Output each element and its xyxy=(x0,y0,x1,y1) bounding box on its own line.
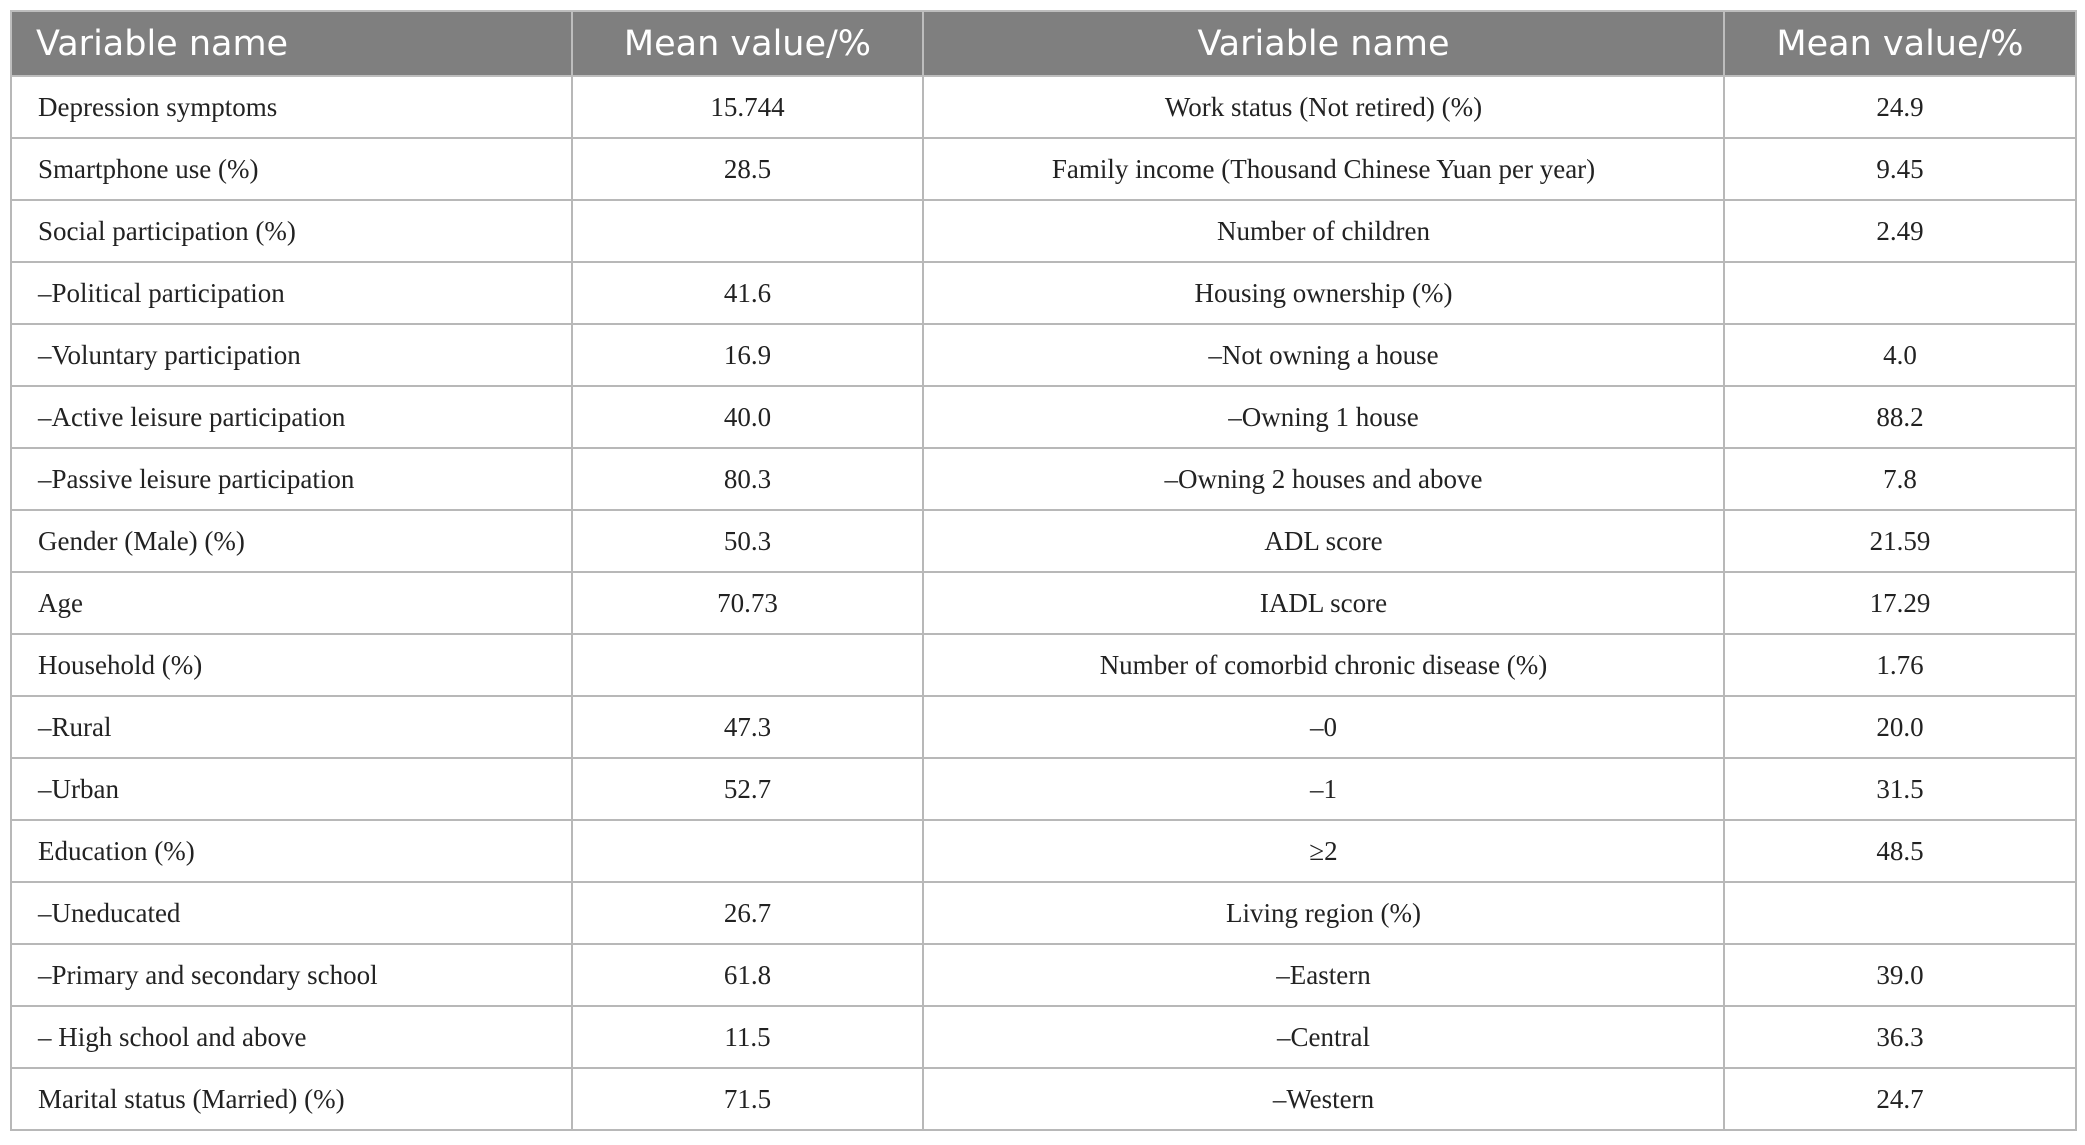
left-mean-value-cell xyxy=(572,200,923,262)
right-mean-value-cell xyxy=(1724,882,2076,944)
left-variable-name-cell: –Voluntary participation xyxy=(11,324,572,386)
table-row xyxy=(11,510,2076,572)
right-variable-name-cell: IADL score xyxy=(923,572,1724,634)
table-row xyxy=(11,634,2076,696)
right-variable-name-cell: Work status (Not retired) (%) xyxy=(923,76,1724,138)
header-variable-name-1: Variable name xyxy=(11,11,572,76)
left-variable-name-cell: –Primary and secondary school xyxy=(11,944,572,1006)
left-mean-value-cell: 28.5 xyxy=(572,138,923,200)
header-variable-name-2: Variable name xyxy=(923,11,1724,76)
table-header xyxy=(11,11,2076,76)
right-variable-name-cell: Living region (%) xyxy=(923,882,1724,944)
left-mean-value-cell: 61.8 xyxy=(572,944,923,1006)
table-row xyxy=(11,758,2076,820)
right-variable-name-cell: –0 xyxy=(923,696,1724,758)
left-mean-value-cell: 52.7 xyxy=(572,758,923,820)
left-mean-value-cell: 16.9 xyxy=(572,324,923,386)
right-mean-value-cell: 24.9 xyxy=(1724,76,2076,138)
right-mean-value-cell: 17.29 xyxy=(1724,572,2076,634)
left-variable-name-cell: –Urban xyxy=(11,758,572,820)
left-mean-value-cell: 15.744 xyxy=(572,76,923,138)
table-row xyxy=(11,1006,2076,1068)
left-mean-value-cell: 41.6 xyxy=(572,262,923,324)
table-row xyxy=(11,76,2076,138)
right-mean-value-cell: 1.76 xyxy=(1724,634,2076,696)
right-variable-name-cell: Number of comorbid chronic disease (%) xyxy=(923,634,1724,696)
right-variable-name-cell: ≥2 xyxy=(923,820,1724,882)
table-row xyxy=(11,262,2076,324)
left-variable-name-cell: – High school and above xyxy=(11,1006,572,1068)
left-mean-value-cell xyxy=(572,820,923,882)
left-variable-name-cell: –Active leisure participation xyxy=(11,386,572,448)
right-mean-value-cell: 24.7 xyxy=(1724,1068,2076,1130)
left-variable-name-cell: Smartphone use (%) xyxy=(11,138,572,200)
table-row xyxy=(11,200,2076,262)
left-variable-name-cell: –Uneducated xyxy=(11,882,572,944)
variables-table xyxy=(10,10,2077,1131)
left-variable-name-cell: Gender (Male) (%) xyxy=(11,510,572,572)
left-mean-value-cell: 71.5 xyxy=(572,1068,923,1130)
header-mean-value-1: Mean value/% xyxy=(572,11,923,76)
table-row xyxy=(11,138,2076,200)
left-mean-value-cell: 26.7 xyxy=(572,882,923,944)
left-variable-name-cell: Education (%) xyxy=(11,820,572,882)
right-variable-name-cell: –Not owning a house xyxy=(923,324,1724,386)
table-row xyxy=(11,572,2076,634)
right-mean-value-cell: 31.5 xyxy=(1724,758,2076,820)
header-row xyxy=(11,11,2076,76)
left-mean-value-cell: 80.3 xyxy=(572,448,923,510)
table-row xyxy=(11,386,2076,448)
left-variable-name-cell: Marital status (Married) (%) xyxy=(11,1068,572,1130)
data-table-container xyxy=(10,10,2075,1131)
right-variable-name-cell: –Central xyxy=(923,1006,1724,1068)
right-mean-value-cell: 88.2 xyxy=(1724,386,2076,448)
right-mean-value-cell: 9.45 xyxy=(1724,138,2076,200)
right-variable-name-cell: –Owning 2 houses and above xyxy=(923,448,1724,510)
right-variable-name-cell: –Eastern xyxy=(923,944,1724,1006)
right-variable-name-cell: Family income (Thousand Chinese Yuan per year) xyxy=(923,138,1724,200)
right-variable-name-cell: –1 xyxy=(923,758,1724,820)
left-variable-name-cell: Age xyxy=(11,572,572,634)
left-variable-name-cell: Depression symptoms xyxy=(11,76,572,138)
table-row xyxy=(11,882,2076,944)
right-mean-value-cell: 39.0 xyxy=(1724,944,2076,1006)
right-mean-value-cell: 4.0 xyxy=(1724,324,2076,386)
right-mean-value-cell: 36.3 xyxy=(1724,1006,2076,1068)
table-row xyxy=(11,448,2076,510)
left-mean-value-cell: 47.3 xyxy=(572,696,923,758)
right-variable-name-cell: –Western xyxy=(923,1068,1724,1130)
table-row xyxy=(11,944,2076,1006)
right-mean-value-cell: 2.49 xyxy=(1724,200,2076,262)
right-variable-name-cell: ADL score xyxy=(923,510,1724,572)
table-body xyxy=(11,76,2076,1130)
left-mean-value-cell xyxy=(572,634,923,696)
right-variable-name-cell: Housing ownership (%) xyxy=(923,262,1724,324)
right-mean-value-cell: 21.59 xyxy=(1724,510,2076,572)
left-variable-name-cell: Social participation (%) xyxy=(11,200,572,262)
left-variable-name-cell: –Rural xyxy=(11,696,572,758)
right-mean-value-cell: 48.5 xyxy=(1724,820,2076,882)
right-variable-name-cell: Number of children xyxy=(923,200,1724,262)
left-mean-value-cell: 50.3 xyxy=(572,510,923,572)
table-row xyxy=(11,324,2076,386)
header-mean-value-2: Mean value/% xyxy=(1724,11,2076,76)
table-row xyxy=(11,1068,2076,1130)
left-mean-value-cell: 11.5 xyxy=(572,1006,923,1068)
left-variable-name-cell: –Political participation xyxy=(11,262,572,324)
left-mean-value-cell: 70.73 xyxy=(572,572,923,634)
left-variable-name-cell: –Passive leisure participation xyxy=(11,448,572,510)
right-mean-value-cell xyxy=(1724,262,2076,324)
right-variable-name-cell: –Owning 1 house xyxy=(923,386,1724,448)
table-row xyxy=(11,696,2076,758)
left-variable-name-cell: Household (%) xyxy=(11,634,572,696)
table-row xyxy=(11,820,2076,882)
right-mean-value-cell: 7.8 xyxy=(1724,448,2076,510)
left-mean-value-cell: 40.0 xyxy=(572,386,923,448)
right-mean-value-cell: 20.0 xyxy=(1724,696,2076,758)
